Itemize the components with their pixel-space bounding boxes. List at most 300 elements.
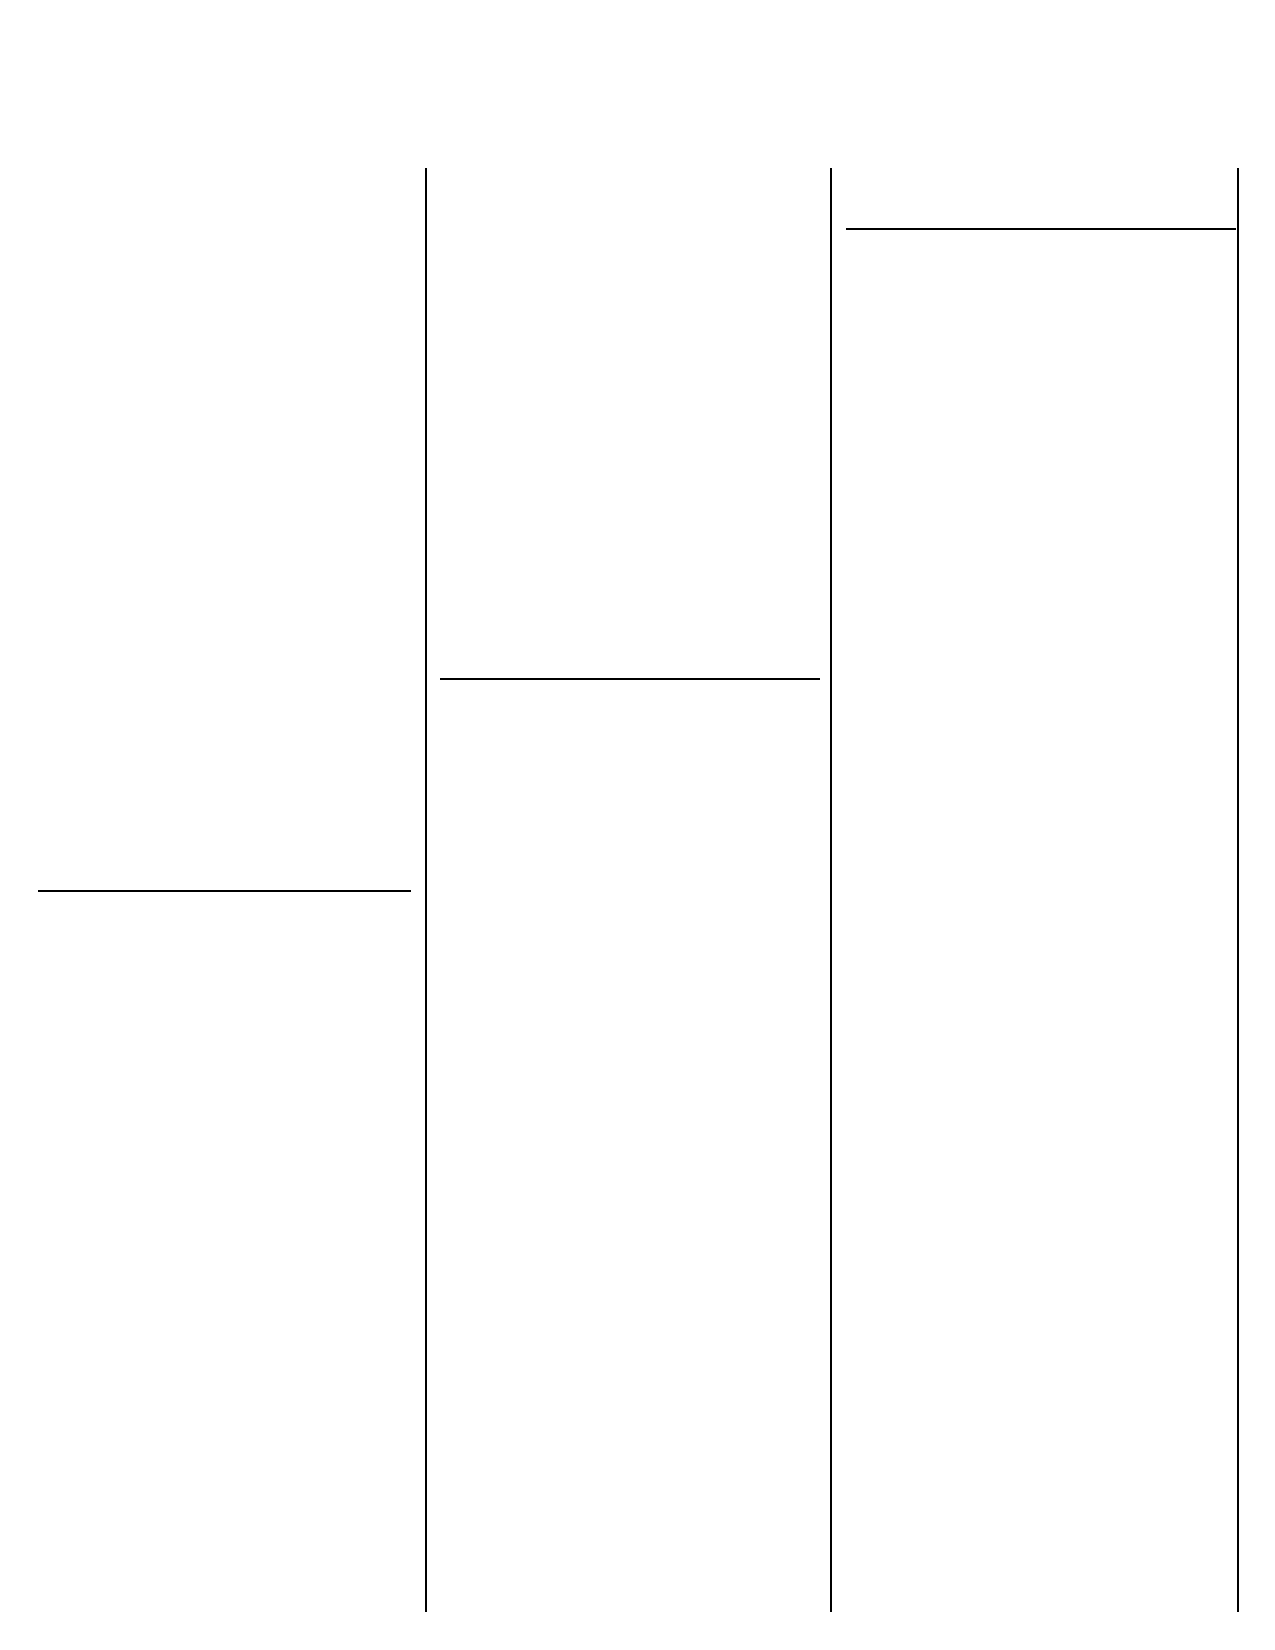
place	[38, 334, 73, 358]
swimmer-name	[475, 1012, 638, 1036]
finals-time	[341, 500, 411, 524]
age	[638, 478, 662, 502]
age	[1044, 230, 1068, 254]
team	[257, 595, 341, 619]
team	[257, 737, 341, 761]
team	[662, 988, 746, 1012]
team	[1068, 230, 1152, 254]
result-row	[440, 1249, 820, 1273]
result-row	[440, 1225, 820, 1249]
swimmer-name	[73, 1436, 233, 1460]
team	[662, 964, 746, 988]
place	[440, 941, 475, 965]
place	[440, 241, 475, 265]
swimmer-name	[73, 1365, 233, 1389]
swimmer-name	[475, 988, 638, 1012]
age	[638, 1178, 662, 1202]
swimmer-name	[475, 478, 638, 502]
place	[38, 915, 73, 939]
team	[1068, 277, 1152, 301]
finals-time	[746, 478, 820, 502]
swimmer-name	[475, 1438, 638, 1462]
place	[38, 808, 73, 832]
age	[1044, 277, 1068, 301]
finals-time	[746, 1438, 820, 1462]
age	[233, 1152, 257, 1176]
finals-time	[746, 549, 820, 573]
age	[638, 1414, 662, 1438]
team	[257, 1318, 341, 1342]
swimmer-name	[73, 1200, 233, 1224]
swimmer-name	[475, 1249, 638, 1273]
swimmer-name	[73, 1318, 233, 1342]
header-time	[341, 870, 411, 890]
swimmer-name	[475, 893, 638, 917]
header-age	[1044, 208, 1068, 228]
place	[846, 443, 881, 467]
result-row	[440, 1438, 820, 1462]
finals-time	[746, 988, 820, 1012]
age	[638, 988, 662, 1012]
team	[662, 1201, 746, 1225]
team	[662, 288, 746, 312]
swimmer-name	[73, 1057, 233, 1081]
place	[440, 525, 475, 549]
age	[233, 1413, 257, 1437]
place	[38, 453, 73, 477]
finals-time	[341, 1318, 411, 1342]
spacer	[440, 620, 820, 636]
result-row	[440, 1059, 820, 1083]
age	[1044, 348, 1068, 372]
team	[257, 666, 341, 690]
finals-time	[746, 360, 820, 384]
place	[440, 217, 475, 241]
result-row	[440, 454, 820, 478]
age	[638, 336, 662, 360]
result-row	[38, 571, 411, 595]
result-row	[38, 1128, 411, 1152]
team	[257, 1081, 341, 1105]
place	[38, 1389, 73, 1413]
finals-time	[746, 751, 820, 775]
swimmer-name	[475, 241, 638, 265]
finals-time	[341, 476, 411, 500]
swimmer-name	[73, 547, 233, 571]
result-row	[38, 1294, 411, 1318]
place	[38, 1365, 73, 1389]
age	[233, 1436, 257, 1460]
result-row	[440, 846, 820, 870]
result-row	[38, 618, 411, 642]
swimmer-name	[475, 1414, 638, 1438]
finals-time	[1152, 372, 1236, 396]
place	[846, 396, 881, 420]
swimmer-name	[73, 618, 233, 642]
header-name	[881, 208, 1044, 228]
place	[38, 263, 73, 287]
finals-time	[746, 1035, 820, 1059]
age	[233, 1318, 257, 1342]
finals-time	[746, 383, 820, 407]
place	[440, 1130, 475, 1154]
swimmer-name	[475, 680, 638, 704]
swimmer-name	[475, 265, 638, 289]
finals-time	[746, 1154, 820, 1178]
finals-time	[341, 808, 411, 832]
age	[638, 846, 662, 870]
result-row	[440, 1343, 820, 1367]
swimmer-name	[73, 1105, 233, 1129]
place	[38, 192, 73, 216]
place	[38, 1200, 73, 1224]
header-place	[38, 870, 73, 890]
team	[662, 846, 746, 870]
result-row	[440, 799, 820, 823]
age	[1044, 301, 1068, 325]
team	[662, 775, 746, 799]
finals-time	[746, 727, 820, 751]
age	[638, 775, 662, 799]
team	[257, 986, 341, 1010]
result-row	[846, 348, 1236, 372]
column-divider	[830, 168, 832, 1612]
place	[38, 713, 73, 737]
place	[440, 1178, 475, 1202]
age	[638, 573, 662, 597]
place	[38, 405, 73, 429]
team	[257, 310, 341, 334]
finals-time	[341, 263, 411, 287]
finals-time	[746, 407, 820, 431]
result-row	[38, 1105, 411, 1129]
place	[440, 704, 475, 728]
finals-time	[746, 917, 820, 941]
result-row	[38, 939, 411, 963]
header-time	[746, 658, 820, 678]
header-name	[475, 658, 638, 678]
swimmer-name	[73, 1342, 233, 1366]
header-place	[846, 208, 881, 228]
table-header	[846, 208, 1236, 230]
place	[38, 524, 73, 548]
finals-time	[746, 1272, 820, 1296]
swimmer-name	[73, 405, 233, 429]
result-row	[846, 372, 1236, 396]
place	[440, 431, 475, 455]
age	[1044, 396, 1068, 420]
team	[257, 915, 341, 939]
team	[257, 453, 341, 477]
place	[846, 325, 881, 349]
team	[662, 170, 746, 194]
swimmer-name	[475, 1272, 638, 1296]
result-row	[440, 1106, 820, 1130]
place	[440, 1462, 475, 1486]
swimmer-name	[475, 1367, 638, 1391]
result-row	[440, 573, 820, 597]
age	[638, 312, 662, 336]
result-row	[38, 192, 411, 216]
result-row	[440, 1178, 820, 1202]
swimmer-name	[73, 689, 233, 713]
place	[440, 194, 475, 218]
finals-time	[746, 336, 820, 360]
result-row	[440, 1462, 820, 1486]
swimmer-name	[475, 1343, 638, 1367]
event-title	[38, 170, 411, 192]
team	[662, 478, 746, 502]
age	[638, 870, 662, 894]
swimmer-name	[73, 216, 233, 240]
place	[440, 360, 475, 384]
result-row	[38, 808, 411, 832]
result-row	[440, 241, 820, 265]
swimmer-name	[881, 372, 1044, 396]
results-column-3	[846, 170, 1236, 467]
age	[233, 1247, 257, 1271]
result-row	[440, 265, 820, 289]
age	[233, 1128, 257, 1152]
place	[38, 1413, 73, 1437]
team	[662, 917, 746, 941]
age	[638, 799, 662, 823]
result-row	[440, 727, 820, 751]
place	[440, 383, 475, 407]
team	[662, 336, 746, 360]
header-team	[1068, 208, 1152, 228]
place	[440, 846, 475, 870]
finals-time	[341, 1436, 411, 1460]
finals-time	[746, 241, 820, 265]
place	[440, 1154, 475, 1178]
age	[638, 360, 662, 384]
age	[638, 549, 662, 573]
swimmer-name	[73, 642, 233, 666]
finals-time	[341, 1365, 411, 1389]
finals-time	[746, 265, 820, 289]
result-row	[38, 382, 411, 406]
age	[638, 680, 662, 704]
place	[440, 1391, 475, 1415]
swimmer-name	[73, 263, 233, 287]
team	[662, 265, 746, 289]
event-title	[846, 186, 1236, 208]
finals-time	[341, 1223, 411, 1247]
team	[257, 1365, 341, 1389]
finals-time	[1152, 348, 1236, 372]
team	[257, 963, 341, 987]
swimmer-name	[881, 277, 1044, 301]
age	[233, 310, 257, 334]
age	[1044, 420, 1068, 444]
header-place	[440, 658, 475, 678]
result-row	[38, 524, 411, 548]
age	[233, 334, 257, 358]
age	[638, 1225, 662, 1249]
place	[38, 1436, 73, 1460]
age	[233, 429, 257, 453]
finals-time	[341, 453, 411, 477]
swimmer-name	[73, 239, 233, 263]
result-row	[440, 704, 820, 728]
finals-time	[746, 799, 820, 823]
swimmer-name	[475, 941, 638, 965]
swimmer-name	[73, 761, 233, 785]
finals-time	[746, 1106, 820, 1130]
finals-time	[341, 963, 411, 987]
finals-time	[1152, 301, 1236, 325]
result-row	[38, 216, 411, 240]
result-row	[38, 476, 411, 500]
finals-time	[341, 1176, 411, 1200]
age	[233, 1294, 257, 1318]
place	[440, 288, 475, 312]
finals-time	[341, 642, 411, 666]
team	[257, 358, 341, 382]
team	[257, 808, 341, 832]
finals-time	[341, 1128, 411, 1152]
swimmer-name	[475, 170, 638, 194]
place	[440, 502, 475, 526]
result-row	[38, 986, 411, 1010]
team	[257, 1247, 341, 1271]
age	[638, 525, 662, 549]
age	[233, 239, 257, 263]
event-title	[440, 636, 820, 658]
result-row	[440, 917, 820, 941]
team	[662, 454, 746, 478]
swimmer-name	[73, 1034, 233, 1058]
swimmer-name	[73, 1081, 233, 1105]
place	[38, 618, 73, 642]
team	[257, 334, 341, 358]
result-row	[38, 1010, 411, 1034]
place	[440, 775, 475, 799]
team	[257, 547, 341, 571]
place	[440, 1083, 475, 1107]
finals-time	[746, 525, 820, 549]
place	[38, 310, 73, 334]
team	[662, 1035, 746, 1059]
result-row	[38, 963, 411, 987]
finals-time	[746, 1225, 820, 1249]
age	[233, 524, 257, 548]
swimmer-name	[73, 453, 233, 477]
age	[233, 784, 257, 808]
finals-time	[341, 358, 411, 382]
age	[638, 1083, 662, 1107]
result-row	[440, 751, 820, 775]
event-block	[440, 620, 820, 1485]
spacer	[38, 832, 411, 848]
result-row	[440, 1130, 820, 1154]
swimmer-name	[73, 310, 233, 334]
place	[440, 549, 475, 573]
result-row	[38, 595, 411, 619]
result-row	[440, 822, 820, 846]
header-time	[1152, 208, 1236, 228]
age	[638, 893, 662, 917]
age	[233, 1081, 257, 1105]
swimmer-name	[73, 939, 233, 963]
place	[440, 1320, 475, 1344]
team	[662, 1106, 746, 1130]
age	[638, 265, 662, 289]
result-row	[38, 1223, 411, 1247]
team	[662, 1059, 746, 1083]
team	[257, 263, 341, 287]
result-row	[846, 277, 1236, 301]
age	[638, 727, 662, 751]
place	[440, 336, 475, 360]
result-row	[38, 334, 411, 358]
age	[638, 964, 662, 988]
finals-time	[341, 618, 411, 642]
swimmer-name	[73, 382, 233, 406]
age	[233, 382, 257, 406]
finals-time	[341, 192, 411, 216]
swimmer-name	[475, 549, 638, 573]
swimmer-name	[73, 334, 233, 358]
swimmer-name	[475, 217, 638, 241]
finals-time	[341, 1057, 411, 1081]
age	[638, 1296, 662, 1320]
finals-time	[746, 194, 820, 218]
place	[440, 751, 475, 775]
result-row	[38, 1057, 411, 1081]
age	[233, 1176, 257, 1200]
swimmer-name	[475, 454, 638, 478]
team	[662, 1272, 746, 1296]
place	[440, 1201, 475, 1225]
swimmer-name	[73, 1176, 233, 1200]
finals-time	[746, 941, 820, 965]
age	[233, 1460, 257, 1484]
finals-time	[746, 217, 820, 241]
swimmer-name	[475, 822, 638, 846]
result-row	[38, 915, 411, 939]
swimmer-name	[73, 1271, 233, 1295]
team	[662, 194, 746, 218]
team	[662, 502, 746, 526]
team	[257, 1436, 341, 1460]
result-row	[38, 1176, 411, 1200]
swimmer-name	[475, 1296, 638, 1320]
result-row	[38, 405, 411, 429]
place	[38, 547, 73, 571]
age	[233, 287, 257, 311]
swimmer-name	[475, 799, 638, 823]
age	[638, 1106, 662, 1130]
age	[233, 737, 257, 761]
swimmer-name	[475, 383, 638, 407]
age	[638, 1438, 662, 1462]
finals-time	[746, 964, 820, 988]
team	[662, 751, 746, 775]
swimmer-name	[475, 846, 638, 870]
age	[233, 1034, 257, 1058]
finals-time	[341, 1105, 411, 1129]
result-row	[38, 1342, 411, 1366]
age	[233, 405, 257, 429]
result-row	[38, 784, 411, 808]
team	[662, 1296, 746, 1320]
result-row	[846, 325, 1236, 349]
swimmer-name	[475, 1035, 638, 1059]
result-row	[440, 336, 820, 360]
age	[638, 822, 662, 846]
